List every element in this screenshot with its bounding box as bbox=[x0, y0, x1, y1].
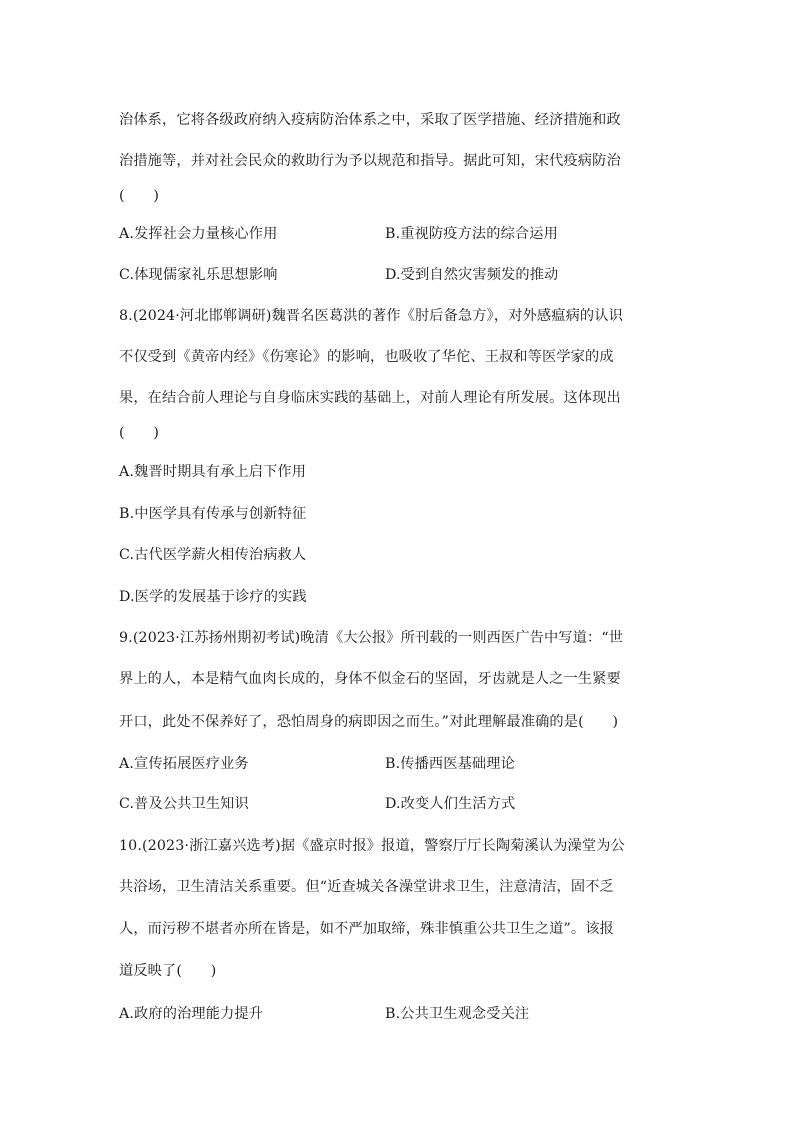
q7-line-2: 治措施等，并对社会民众的救助行为予以规范和指导。据此可知，宋代疫病防治 bbox=[119, 153, 621, 169]
q8-option-b: B.中医学具有传承与创新特征 bbox=[119, 506, 307, 522]
q8-option-a: A.魏晋时期具有承上启下作用 bbox=[119, 464, 307, 480]
q8-option-d: D.医学的发展基于诊疗的实践 bbox=[119, 589, 307, 605]
q10-line-2: 共浴场，卫生清洁关系重要。但“近查城关各澡堂讲求卫生，注意清洁，固不乏 bbox=[119, 879, 614, 895]
q8-option-c: C.古代医学薪火相传治病救人 bbox=[119, 547, 307, 563]
q10-line-3: 人，而污秽不堪者亦所在皆是，如不严加取缔，殊非慎重公共卫生之道”。该报 bbox=[119, 921, 614, 937]
q9-option-b: B.传播西医基础理论 bbox=[385, 756, 515, 772]
q9-option-a: A.宣传拓展医疗业务 bbox=[119, 756, 249, 772]
q8-answer-blank: ( ) bbox=[119, 425, 160, 441]
q7-answer-blank: ( ) bbox=[119, 188, 160, 204]
q9-option-c: C.普及公共卫生知识 bbox=[119, 796, 249, 812]
q7-option-d: D.受到自然灾害频发的推动 bbox=[385, 267, 559, 283]
q7-option-a: A.发挥社会力量核心作用 bbox=[119, 226, 278, 242]
q10-option-b: B.公共卫生观念受关注 bbox=[385, 1006, 530, 1022]
q7-line-1: 治体系，它将各级政府纳入疫病防治体系之中，采取了医学措施、经济措施和政 bbox=[119, 112, 621, 128]
q9-line-1: 9.(2023·江苏扬州期初考试)晚清《大公报》所刊载的一则西医广告中写道：“世 bbox=[119, 630, 624, 646]
q8-line-2: 不仅受到《黄帝内经》《伤寒论》的影响，也吸收了华佗、王叔和等医学家的成 bbox=[119, 349, 614, 365]
q7-option-b: B.重视防疫方法的综合运用 bbox=[385, 226, 558, 242]
q9-line-3: 开口，此处不保养好了，恐怕周身的病即因之而生。”对此理解最准确的是( ) bbox=[119, 714, 619, 730]
q9-line-2: 界上的人，本是精气血肉长成的，身体不似金石的坚固，牙齿就是人之一生紧要 bbox=[119, 671, 621, 687]
q10-line-4: 道反映了( ) bbox=[119, 963, 217, 979]
q9-option-d: D.改变人们生活方式 bbox=[385, 796, 516, 812]
q7-option-c: C.体现儒家礼乐思想影响 bbox=[119, 267, 278, 283]
q8-line-3: 果，在结合前人理论与自身临床实践的基础上，对前人理论有所发展。这体现出 bbox=[119, 390, 621, 406]
q10-line-1: 10.(2023·浙江嘉兴选考)据《盛京时报》报道，警察厅厅长陶菊溪认为澡堂为公 bbox=[119, 838, 625, 854]
q10-option-a: A.政府的治理能力提升 bbox=[119, 1006, 264, 1022]
q8-line-1: 8.(2024·河北邯郸调研)魏晋名医葛洪的著作《肘后备急方》，对外感瘟病的认识 bbox=[119, 308, 623, 324]
